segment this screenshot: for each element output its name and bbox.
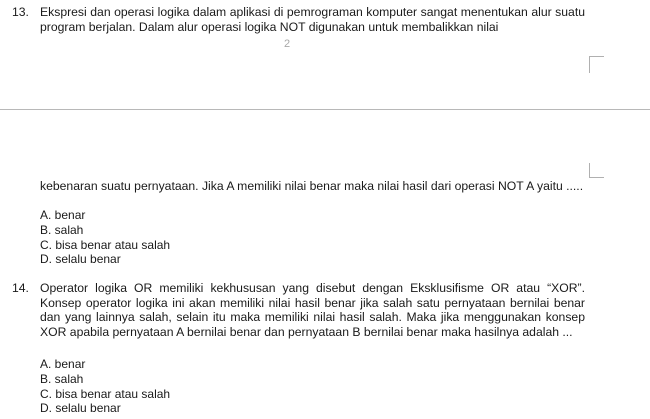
question-13-number: 13.: [12, 5, 29, 19]
question-13-option-a[interactable]: A. benar: [40, 208, 86, 222]
page-number: 2: [284, 38, 291, 50]
question-13-option-d[interactable]: D. selalu benar: [40, 252, 121, 266]
question-13-text-part2: kebenaran suatu pernyataan. Jika A memiliki nilai benar maka nilai hasil dari operasi NOT A yaitu .....: [40, 179, 584, 193]
question-13-text-part1: Ekspresi dan operasi logika dalam aplikasi di pemrograman komputer sangat menentukan alur suatu program berjalan. Dalam alur operasi logika NOT digunakan untuk membalikkan nilai: [40, 5, 585, 34]
page-break-divider: [0, 109, 650, 110]
page-margin-corner-top: [589, 56, 604, 73]
question-14-text: Operator logika OR memiliki kekhususan yang disebut dengan Eksklusifisme OR atau “XOR”. Konsep operator logika ini akan memiliki nilai hasil benar jika salah satu pernyataan bernilai benar dan yang lainnya salah, selain itu maka memiliki nilai hasil salah. Maka jika menggunakan konsep XOR apabila pernyataan A bernilai benar dan pernyataan B bernilai benar maka hasilnya adalah ...: [40, 281, 585, 339]
page-margin-corner-bottom: [589, 163, 604, 178]
question-14-option-a[interactable]: A. benar: [40, 357, 86, 371]
question-14-option-b[interactable]: B. salah: [40, 372, 84, 386]
question-13-option-b[interactable]: B. salah: [40, 223, 84, 237]
question-13-option-c[interactable]: C. bisa benar atau salah: [40, 238, 171, 252]
question-14-option-d[interactable]: D. selalu benar: [40, 401, 121, 415]
question-14-number: 14.: [12, 281, 29, 295]
question-14-option-c[interactable]: C. bisa benar atau salah: [40, 387, 171, 401]
